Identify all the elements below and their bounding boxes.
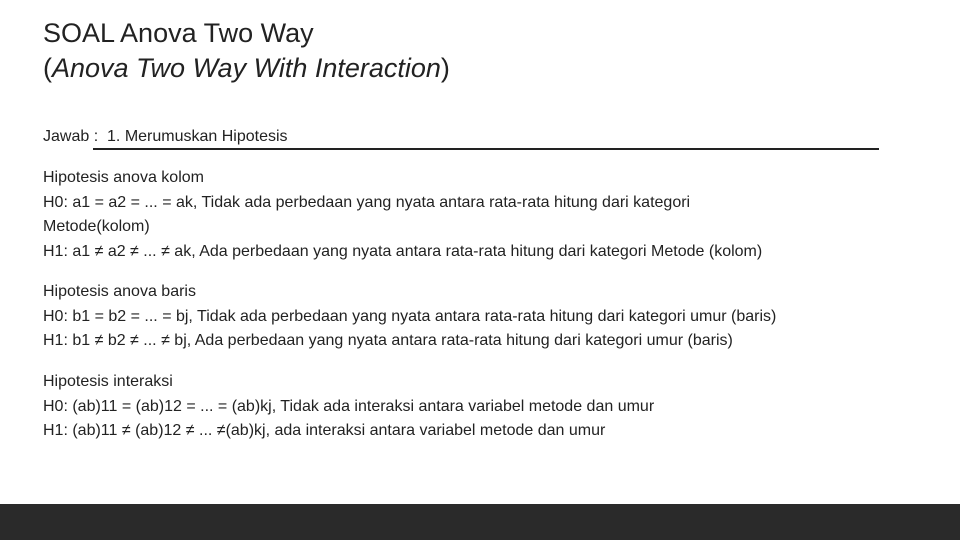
section-heading-kolom: Hipotesis anova kolom bbox=[43, 169, 204, 186]
answer-label: Jawab : bbox=[43, 128, 99, 145]
kolom-h1: H1: a1 ≠ a2 ≠ ... ≠ ak, Ada perbedaan yang nyata antara rata-rata hitung dari kategori Metode (kolom) bbox=[43, 242, 763, 260]
baris-h0: H0: b1 = b2 = ... = bj, Tidak ada perbedaan yang nyata antara rata-rata hitung dari kategori umur (baris) bbox=[43, 307, 777, 325]
footer-bar bbox=[0, 504, 960, 540]
answer-line bbox=[43, 127, 288, 147]
interaksi-h1: H1: (ab)11 ≠ (ab)12 ≠ ... ≠(ab)kj, ada interaksi antara variabel metode dan umur bbox=[43, 422, 606, 439]
baris-h1: H1: b1 ≠ b2 ≠ ... ≠ bj, Ada perbedaan yang nyata antara rata-rata hitung dari kategori umur (baris) bbox=[43, 332, 733, 349]
kolom-h0-line-2: Metode(kolom) bbox=[43, 218, 150, 235]
section-hipotesis-baris bbox=[43, 280, 933, 354]
title-line-2 bbox=[43, 51, 450, 86]
section-hipotesis-kolom bbox=[43, 166, 933, 264]
section-heading-baris: Hipotesis anova baris bbox=[43, 283, 196, 300]
title-paren-open: ( bbox=[43, 53, 52, 83]
answer-step: 1. Merumuskan Hipotesis bbox=[107, 128, 288, 145]
section-heading-interaksi: Hipotesis interaksi bbox=[43, 373, 173, 390]
title-paren-close: ) bbox=[440, 53, 450, 83]
interaksi-h0: H0: (ab)11 = (ab)12 = ... = (ab)kj, Tidak ada interaksi antara variabel metode dan umur bbox=[43, 397, 655, 415]
title-line-1: SOAL Anova Two Way bbox=[43, 18, 314, 48]
kolom-h0-line-1: H0: a1 = a2 = ... = ak, Tidak ada perbedaan yang nyata antara rata-rata hitung dari kategori bbox=[43, 193, 691, 211]
slide-title bbox=[43, 16, 450, 86]
title-subtitle-italic: Anova Two Way With Interaction bbox=[52, 53, 441, 83]
section-hipotesis-interaksi bbox=[43, 370, 933, 444]
underline-rule bbox=[93, 148, 879, 150]
